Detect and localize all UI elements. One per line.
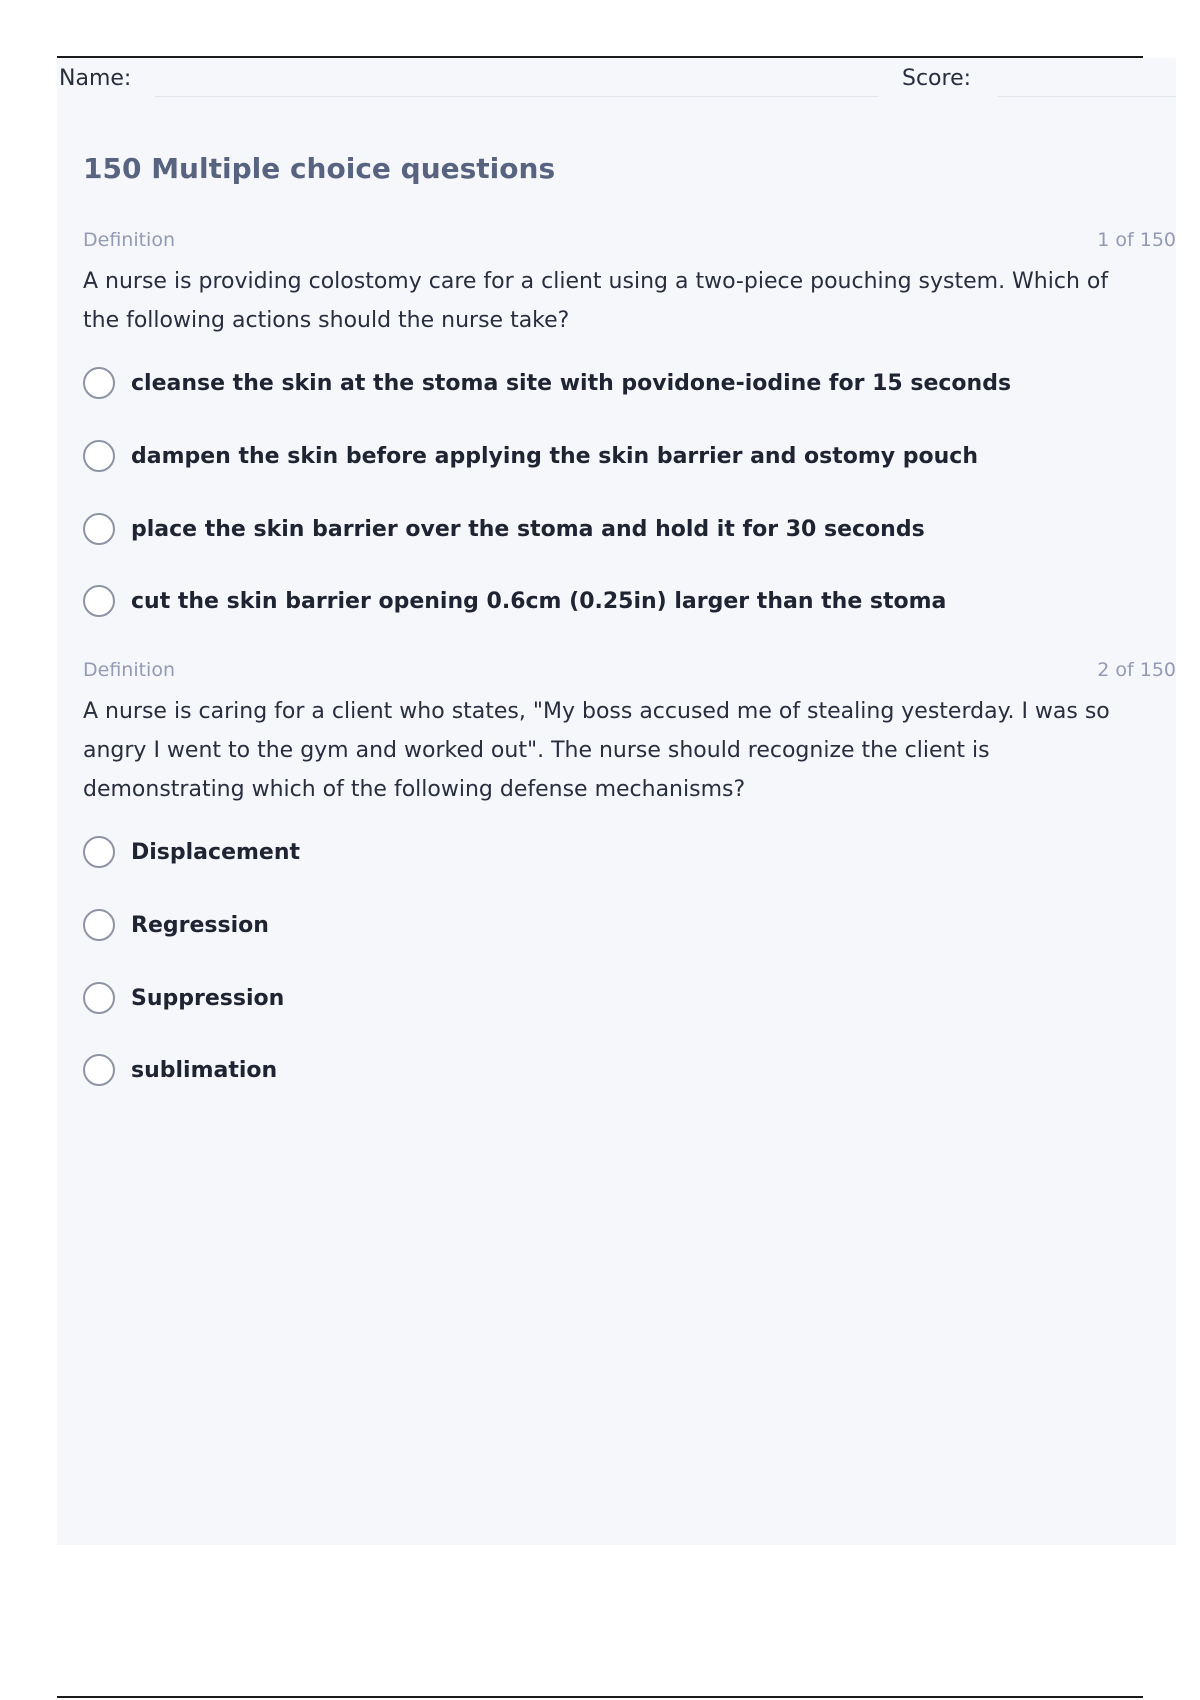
bottom-divider bbox=[57, 1696, 1143, 1698]
question-1-text: A nurse is providing colostomy care for a client using a two-piece pouching system. Which of the following actions should the nurse take? bbox=[83, 269, 1109, 333]
radio-button[interactable] bbox=[83, 440, 115, 472]
question-1-option-c[interactable] bbox=[83, 510, 925, 548]
question-1-option-b[interactable] bbox=[83, 437, 978, 475]
option-label: place the skin barrier over the stoma and hold it for 30 seconds bbox=[131, 516, 925, 542]
page-title: 150 Multiple choice questions bbox=[83, 152, 556, 185]
option-label: Suppression bbox=[131, 985, 285, 1011]
question-2-header bbox=[83, 659, 1176, 683]
option-label: cleanse the skin at the stoma site with povidone-iodine for 15 seconds bbox=[131, 370, 1012, 396]
option-label: dampen the skin before applying the skin barrier and ostomy pouch bbox=[131, 443, 978, 469]
question-2-option-c[interactable] bbox=[83, 979, 284, 1017]
option-label: cut the skin barrier opening 0.6cm (0.25in) larger than the stoma bbox=[131, 588, 947, 614]
question-1-type: Definition bbox=[83, 229, 176, 251]
option-label: Displacement bbox=[131, 839, 301, 865]
question-2-text: A nurse is caring for a client who states, "My boss accused me of stealing yesterday. I was so angry I went to the gym and worked out". The nurse should recognize the client is demonstrating which of the following defense mechanisms? bbox=[83, 699, 1110, 802]
question-1-counter: 1 of 150 bbox=[1097, 229, 1176, 251]
radio-button[interactable] bbox=[83, 982, 115, 1014]
question-2-option-a[interactable] bbox=[83, 833, 300, 871]
radio-button[interactable] bbox=[83, 367, 115, 399]
question-2-type: Definition bbox=[83, 659, 176, 681]
question-1-option-d[interactable] bbox=[83, 582, 946, 620]
question-1-header bbox=[83, 229, 1176, 253]
name-label: Name: bbox=[59, 66, 132, 91]
radio-button[interactable] bbox=[83, 1054, 115, 1086]
score-label: Score: bbox=[902, 66, 972, 91]
radio-button[interactable] bbox=[83, 836, 115, 868]
option-label: sublimation bbox=[131, 1057, 278, 1083]
question-2-counter: 2 of 150 bbox=[1097, 659, 1176, 681]
radio-button[interactable] bbox=[83, 585, 115, 617]
question-2-option-d[interactable] bbox=[83, 1051, 277, 1089]
radio-button[interactable] bbox=[83, 909, 115, 941]
question-2-option-b[interactable] bbox=[83, 906, 269, 944]
radio-button[interactable] bbox=[83, 513, 115, 545]
top-divider bbox=[57, 56, 1143, 58]
option-label: Regression bbox=[131, 912, 269, 938]
question-1-option-a[interactable] bbox=[83, 364, 1011, 402]
name-field[interactable] bbox=[155, 96, 879, 97]
score-field[interactable] bbox=[998, 96, 1176, 97]
